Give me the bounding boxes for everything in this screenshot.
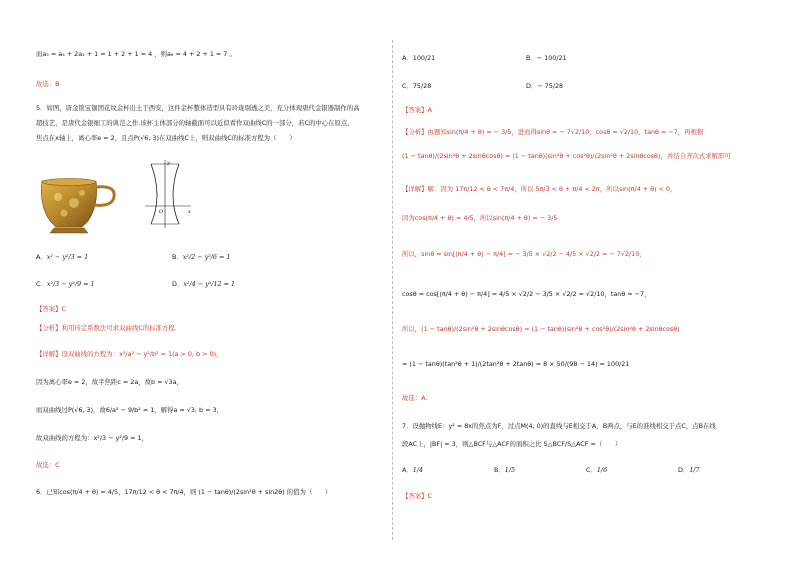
option-5-b: B．x²/2 − y²/6 = 1 bbox=[172, 253, 231, 261]
option-7-c: C．1/6 bbox=[586, 466, 608, 474]
option-6-a: A．100/21 bbox=[402, 54, 436, 62]
option-7-b: B．1/5 bbox=[494, 466, 516, 474]
answer-5-final: 故选：C bbox=[36, 461, 60, 469]
step-5-3: 故双曲线的方程为：x²/3 − y²/9 = 1， bbox=[36, 434, 148, 442]
answer-5: 【答案】C bbox=[36, 305, 67, 313]
analysis-6-line2: (1 − tanθ)/(2sin²θ + 2sinθcosθ) = (1 − tanθ)(sin²θ + cos²θ)/(2sin²θ + 2sinθcosθ)，并结合齐次式求解即可 bbox=[402, 152, 731, 160]
origin-label: O bbox=[159, 209, 164, 215]
question-7-line2: 段AC上，|BF| = 3，则△BCF与△ACF的面积之比 S△BCF/S△ACF =（ ） bbox=[402, 440, 622, 448]
x-axis-label: x bbox=[188, 209, 191, 215]
answer-6: 【答案】A bbox=[402, 106, 432, 114]
answer-6-final: 故选：A. bbox=[402, 394, 428, 402]
question-5-line3: 焦点在x轴上，离心率e = 2，且点P(√6, 3)在双曲线C上，则双曲线C的标准方程为（ ） bbox=[36, 134, 296, 142]
detail-6-line1: 【详解】解：因为 17π/12 < θ < 7π/4，所以 5π/3 < θ + π/4 < 2π，所以sin(π/4 + θ) < 0， bbox=[402, 185, 677, 193]
detail-5: 【详解】设双曲线的方程为：x²/a² − y²/b² = 1(a > 0, b > 0)， bbox=[36, 350, 223, 358]
option-6-d: D．− 75/28 bbox=[526, 82, 564, 90]
detail-6-line6: = (1 − tanθ)(tan²θ + 1)/(2tan²θ + 2tanθ) = 8 × 50/(98 − 14) = 100/21 bbox=[402, 360, 630, 368]
detail-6-line2: 因为cos(π/4 + θ) = 4/5，所以sin(π/4 + θ) = − 3/5 bbox=[402, 214, 558, 222]
option-7-d: D．1/7 bbox=[678, 466, 700, 474]
column-divider bbox=[392, 40, 393, 540]
question-5-line1: 5．如图，唐金筐宝钿团花纹金杯出土于西安，这件金杯整体造型具有玲珑剔透之美，充分体现唐代金银器制作的高 bbox=[36, 104, 360, 112]
option-7-a: A．1/4 bbox=[402, 466, 424, 474]
option-5-a: A．x² − y²/3 = 1 bbox=[36, 253, 89, 261]
hyperbola-left-branch bbox=[151, 164, 157, 224]
question-6: 6．已知cos(π/4 + θ) = 4/5，17π/12 < θ < 7π/4，则 (1 − tanθ)/(2sin²θ + sin2θ) 的值为（ ） bbox=[36, 488, 332, 496]
detail-6-line5: 所以，(1 − tanθ)/(2sin²θ + 2sinθcosθ) = (1 − tanθ)(sin²θ + cos²θ)/(2sin²θ + 2sinθcosθ) bbox=[402, 325, 680, 333]
detail-6-line3: 所以，sinθ = sin[(π/4 + θ) − π/4] = − 3/5 × √2/2 − 4/5 × √2/2 = − 7√2/10， bbox=[402, 250, 646, 258]
hyperbola-right-branch bbox=[173, 164, 179, 224]
y-axis-label: y bbox=[167, 160, 170, 166]
answer-previous: 故选：B bbox=[36, 80, 60, 88]
option-5-d: D．x²/4 − y²/12 = 1 bbox=[172, 280, 236, 288]
text-line: 而a₅ = a₄ + 2a₁ + 1 = 1 + 2 + 1 = 4 ，则a₆ = 4 + 2 + 1 = 7 。 bbox=[36, 50, 236, 58]
step-5-1: 因为离心率e = 2，故半焦距c = 2a，故b = √3a， bbox=[36, 378, 183, 386]
step-5-2: 而双曲线过P(√6, 3)，故6/a² − 9/b² = 1，解得a = √3, b = 3， bbox=[36, 406, 223, 414]
analysis-5: 【分析】利用待定系数法可求双曲线C的标准方程. bbox=[36, 324, 177, 332]
golden-cup-image bbox=[36, 175, 122, 237]
option-6-b: B．− 100/21 bbox=[526, 54, 567, 62]
answer-7: 【答案】C bbox=[402, 492, 433, 500]
option-6-c: C．75/28 bbox=[402, 82, 432, 90]
option-5-c: C．x²/3 − y²/9 = 1 bbox=[36, 280, 95, 288]
question-7-line1: 7．设抛物线E：y² = 8x的焦点为F，过点M(4, 0)的直线与E相交于A，B两点，与E的准线相交于点C，点B在线 bbox=[402, 422, 716, 430]
hyperbola-figure bbox=[137, 158, 193, 230]
analysis-6-line1: 【分析】由题知sin(π/4 + θ) = − 3/5，进而得sinθ = − 7√2/10，cosθ = √2/10，tanθ = −7，再根据 bbox=[402, 128, 704, 136]
question-5-line2: 超技艺，是唐代金银细工的典范之作.该杯主体部分的轴截面可以近似看作双曲线C的一部分，若C的中心在原点， bbox=[36, 119, 354, 127]
detail-6-line4: cosθ = cos[(π/4 + θ) − π/4] = 4/5 × √2/2 − 3/5 × √2/2 = √2/10，tanθ = −7， bbox=[402, 290, 651, 298]
